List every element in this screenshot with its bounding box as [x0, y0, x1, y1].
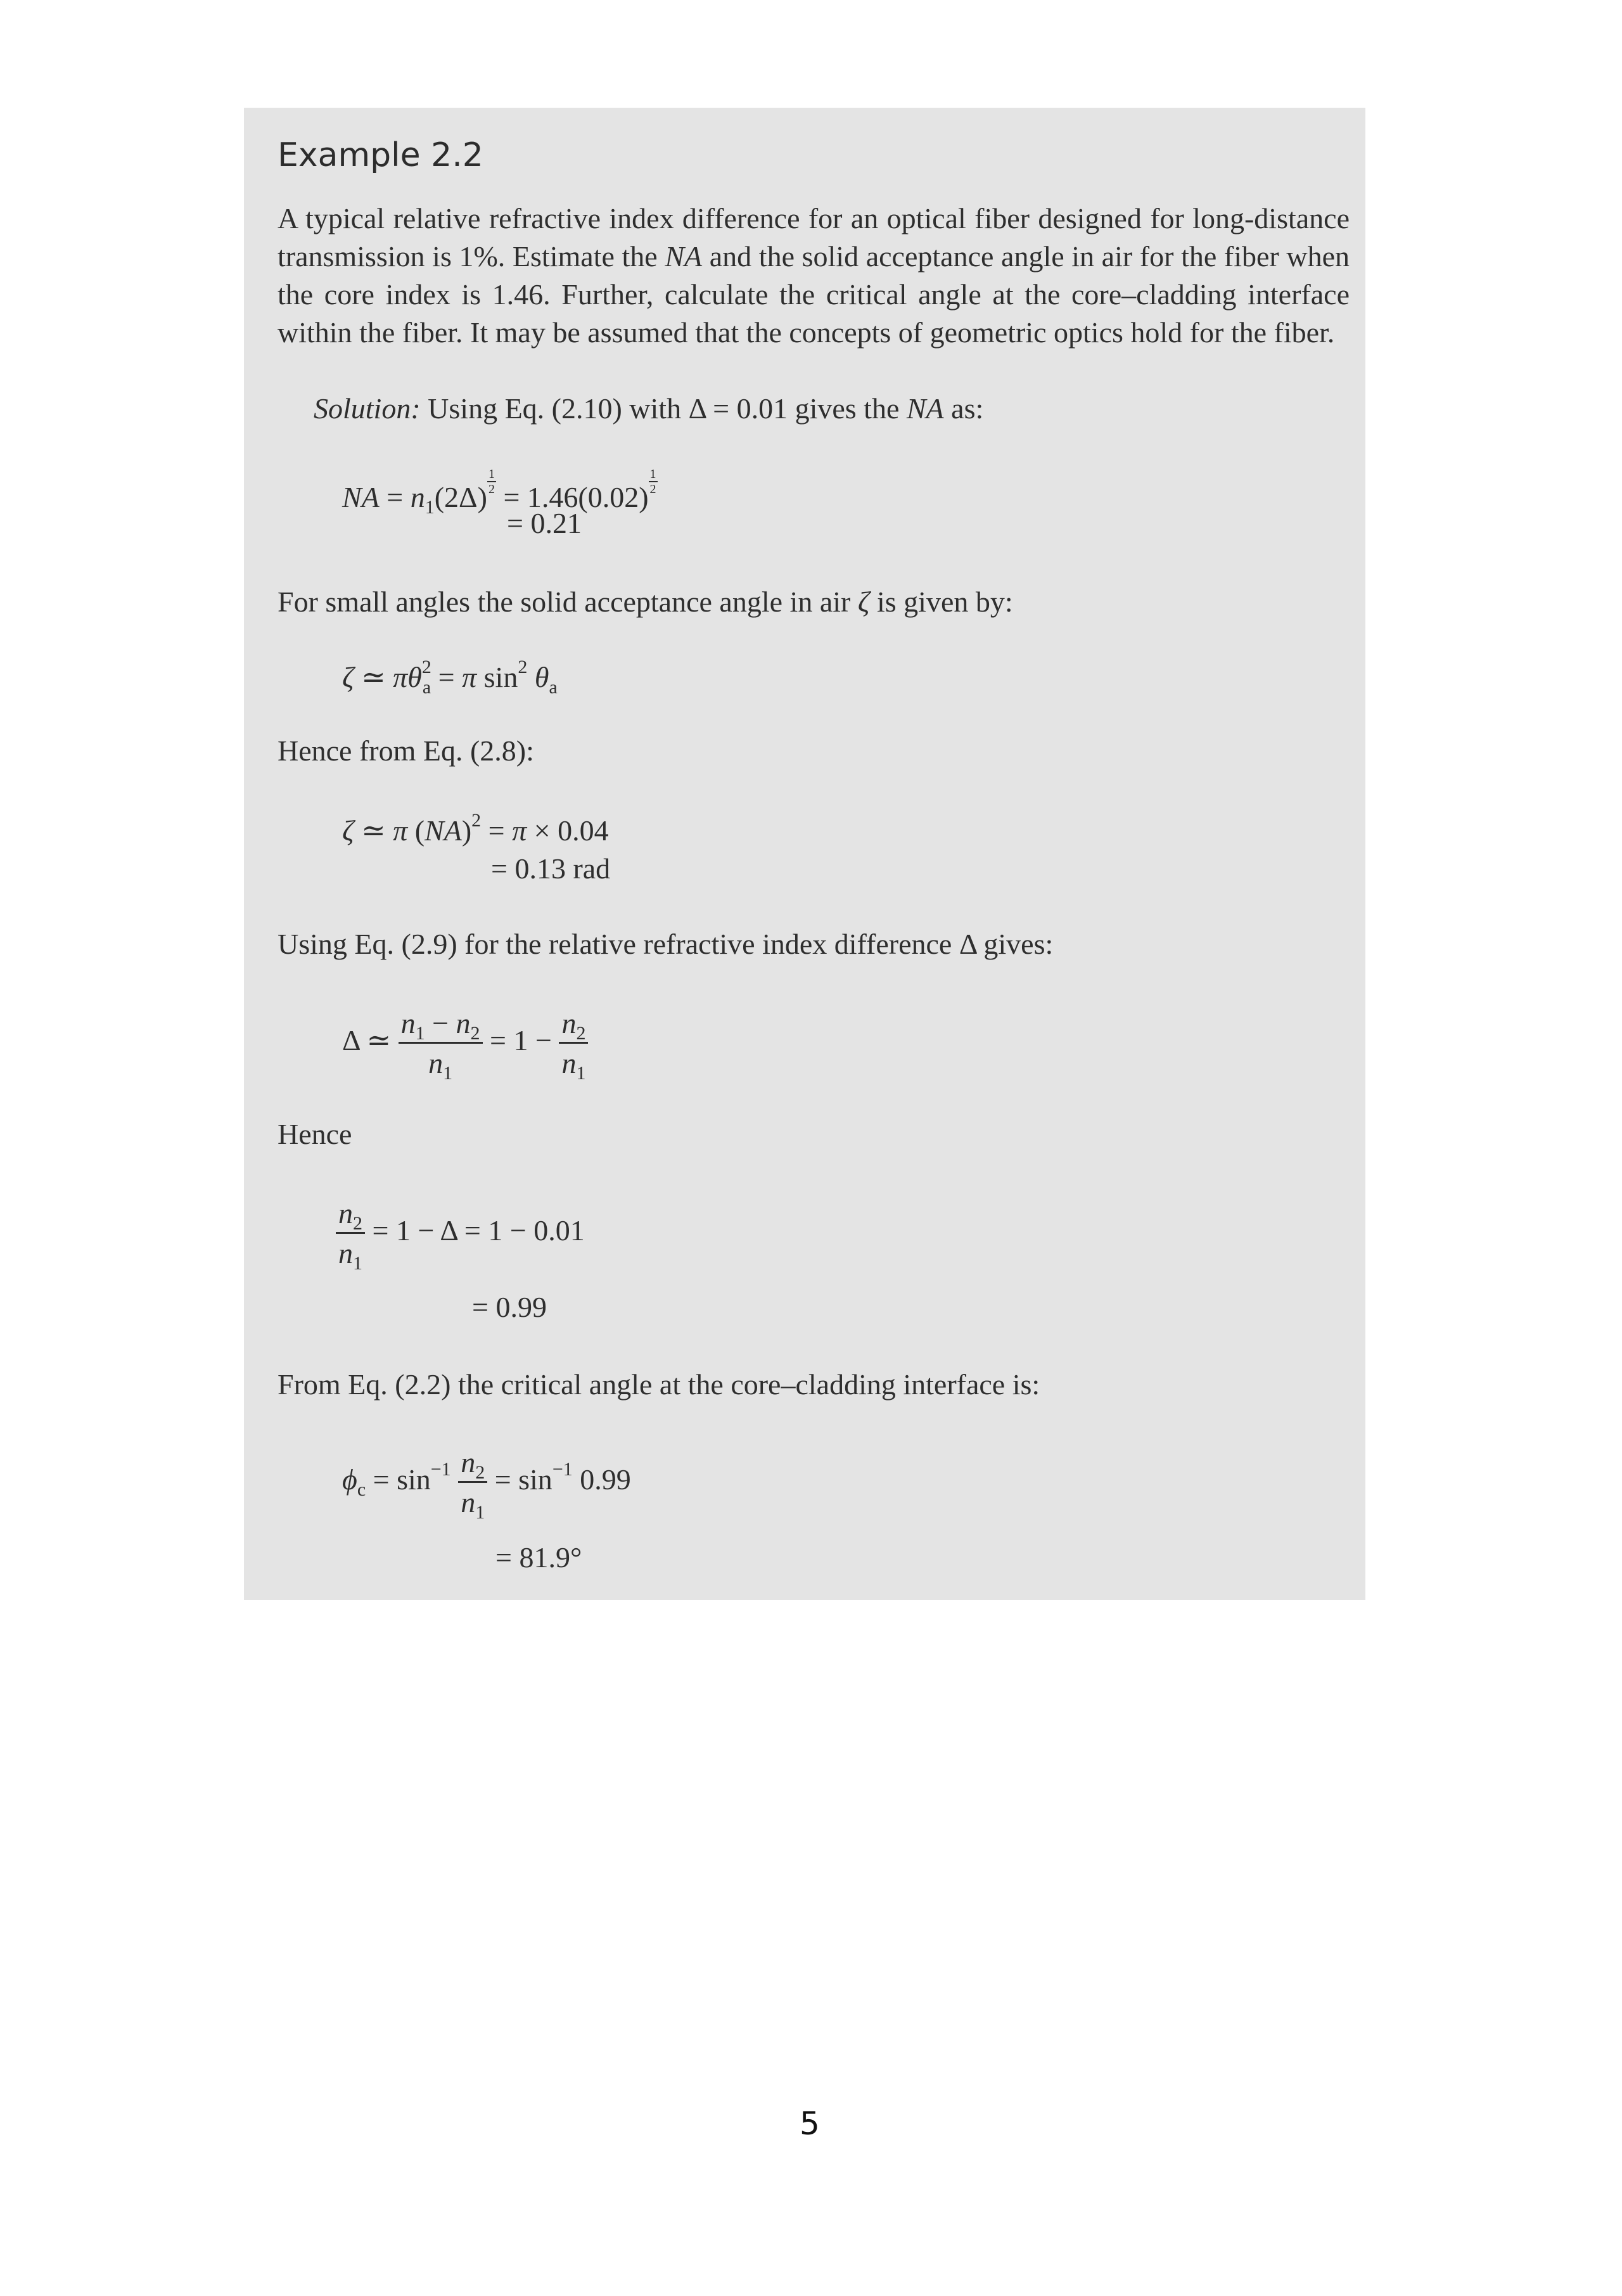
equation-zeta-result: = 0.13 rad: [491, 852, 611, 885]
problem-statement: A typical relative refractive index difference for an optical fiber designed for long-distance transmission is 1%. Estimate the NA and the solid acceptance angle in air for the fiber when the core index is 1.46. Further, calculate the critical angle at the core–cladding interface within the fiber. It may be assumed that the concepts of geometric optics hold for the fiber.: [278, 202, 1350, 349]
text-critical-angle: From Eq. (2.2) the critical angle at the core–cladding interface is:: [278, 1368, 1040, 1401]
text-solid-angle: For small angles the solid acceptance angle in air ζ is given by:: [278, 586, 1013, 618]
equation-ratio-result: = 0.99: [472, 1291, 547, 1323]
text-relative-index: Using Eq. (2.9) for the relative refractive index difference Δ gives:: [278, 928, 1054, 960]
equation-critical-angle: $\phi_c = \sin^{-1}$ $\frac{n_2}{n_1}$ = $\sin^{-1} 0.99$: [342, 1446, 631, 1523]
equation-ratio: $\frac{n_2}{n_1}$ = 1 − Δ = 1 − 0.01: [336, 1199, 585, 1268]
equation-na: NA = $n_1(2\Delta)$ $\frac{1}{2}$ = 1.46(0.02) $\frac{1}{2}$: [342, 467, 656, 518]
solution-intro: Solution: Using Eq. (2.10) with Δ = 0.01 gives the NA as:: [314, 392, 984, 425]
page-number: 5: [800, 2105, 820, 2142]
text-hence-eq28: Hence from Eq. (2.8):: [278, 734, 534, 767]
solution-label: Solution:: [314, 392, 421, 425]
equation-zeta: ζ ≃ π (NA)$^2$ = π × 0.04: [342, 810, 609, 847]
text-hence: Hence: [278, 1118, 352, 1150]
equation-na-result: = 0.21: [507, 507, 582, 539]
equation-solid-angle: ζ ≃ $\pi\theta^2_a = \pi$ $\sin^2 \theta_a$: [342, 657, 558, 698]
equation-critical-angle-result: = 81.9°: [495, 1541, 582, 1574]
equation-delta: Δ ≃ $\frac{n_1 - n_2}{n_1}$ = 1 − $\frac{n_2}{n_1}$: [342, 1009, 588, 1078]
example-heading: Example 2.2: [278, 136, 483, 174]
